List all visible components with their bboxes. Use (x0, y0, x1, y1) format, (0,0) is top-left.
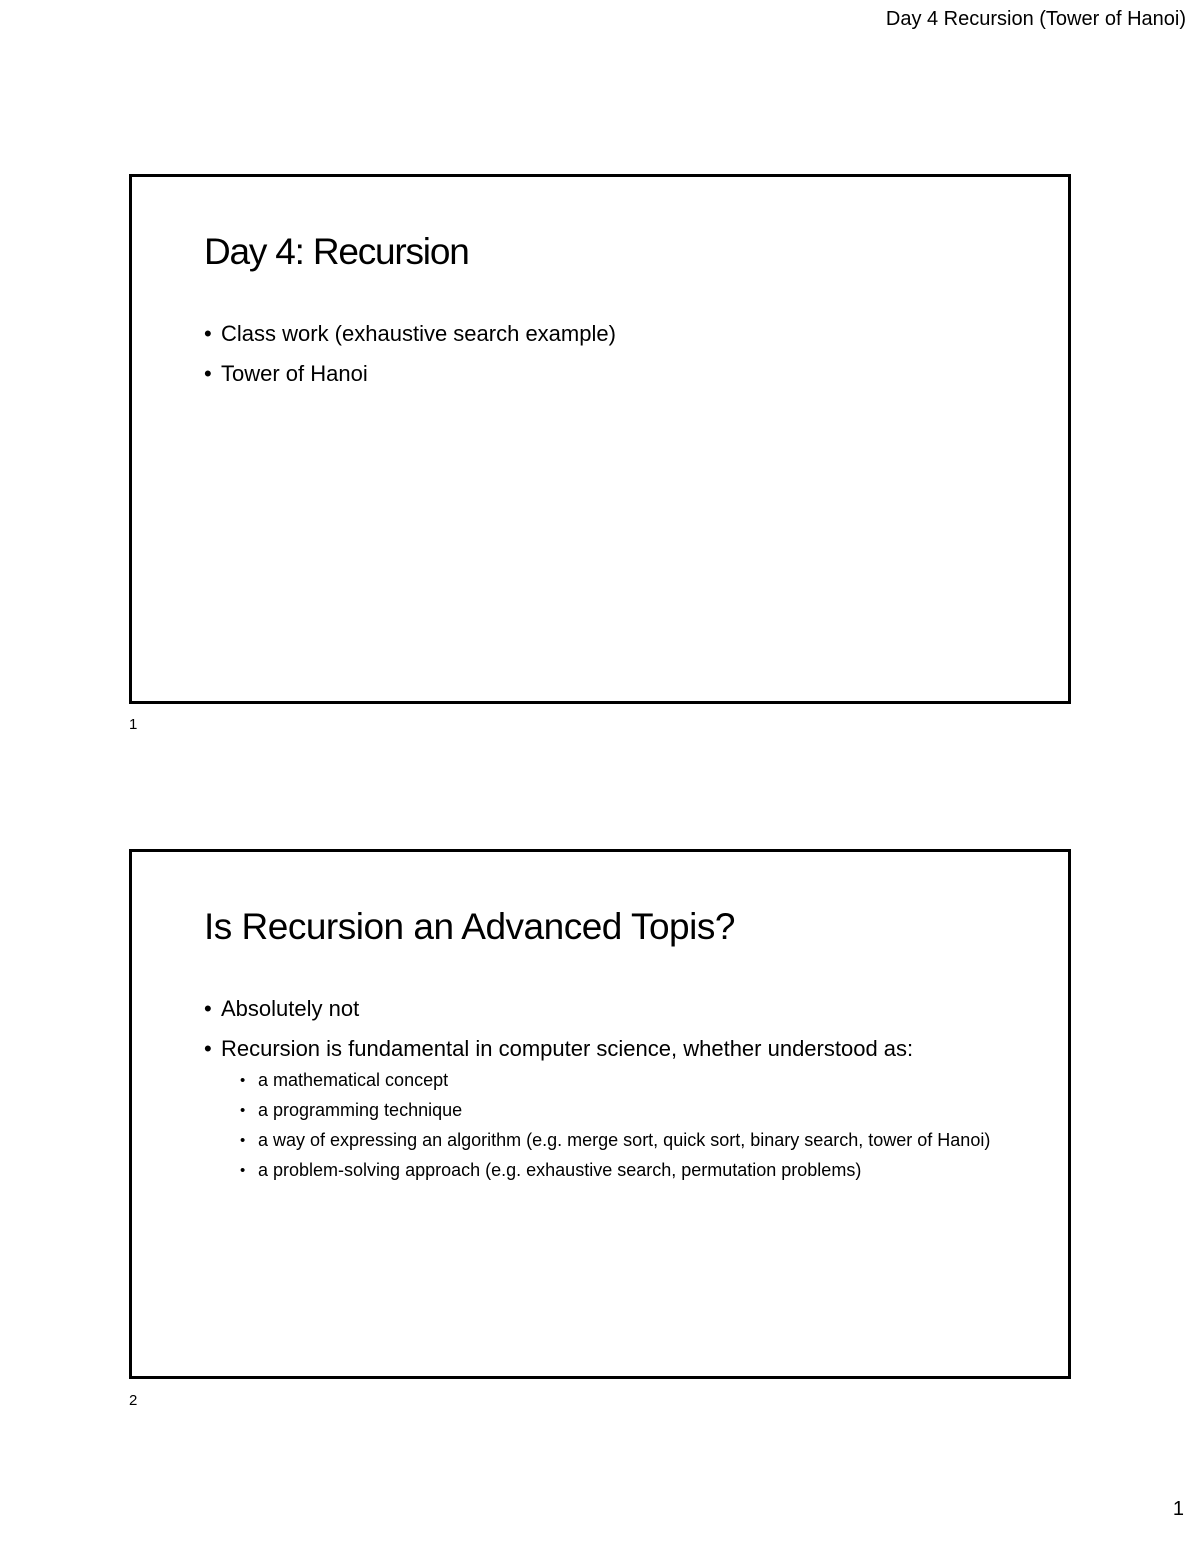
page-number: 1 (1172, 1498, 1184, 1520)
slide-number: 1 (129, 716, 138, 733)
bullet-text: Recursion is fundamental in computer science, whether understood as: (221, 1036, 914, 1061)
slide-title: Is Recursion an Advanced Topis? (204, 906, 735, 947)
slide-title: Day 4: Recursion (204, 231, 469, 272)
bullet-list (204, 319, 1004, 399)
slide-2 (129, 849, 1071, 1379)
bullet-item (204, 1034, 1004, 1183)
slide-number: 2 (129, 1392, 138, 1409)
bullet-item: • Class work (exhaustive search example) (204, 319, 1004, 348)
bullet-list (204, 994, 1004, 1194)
sub-bullet-item: • a problem-solving approach (e.g. exhaustive search, permutation problems) (240, 1158, 1004, 1183)
sub-bullet-list (221, 1068, 1004, 1183)
bullet-item: • Absolutely not (204, 994, 1004, 1023)
sub-bullet-item: • a mathematical concept (240, 1068, 1004, 1093)
sub-bullet-item: • a way of expressing an algorithm (e.g. merge sort, quick sort, binary search, tower of Hanoi) (240, 1128, 1004, 1153)
bullet-item: • Tower of Hanoi (204, 359, 1004, 388)
document-header: Day 4 Recursion (Tower of Hanoi) (885, 8, 1186, 30)
slide-1 (129, 174, 1071, 704)
sub-bullet-item: • a programming technique (240, 1098, 1004, 1123)
